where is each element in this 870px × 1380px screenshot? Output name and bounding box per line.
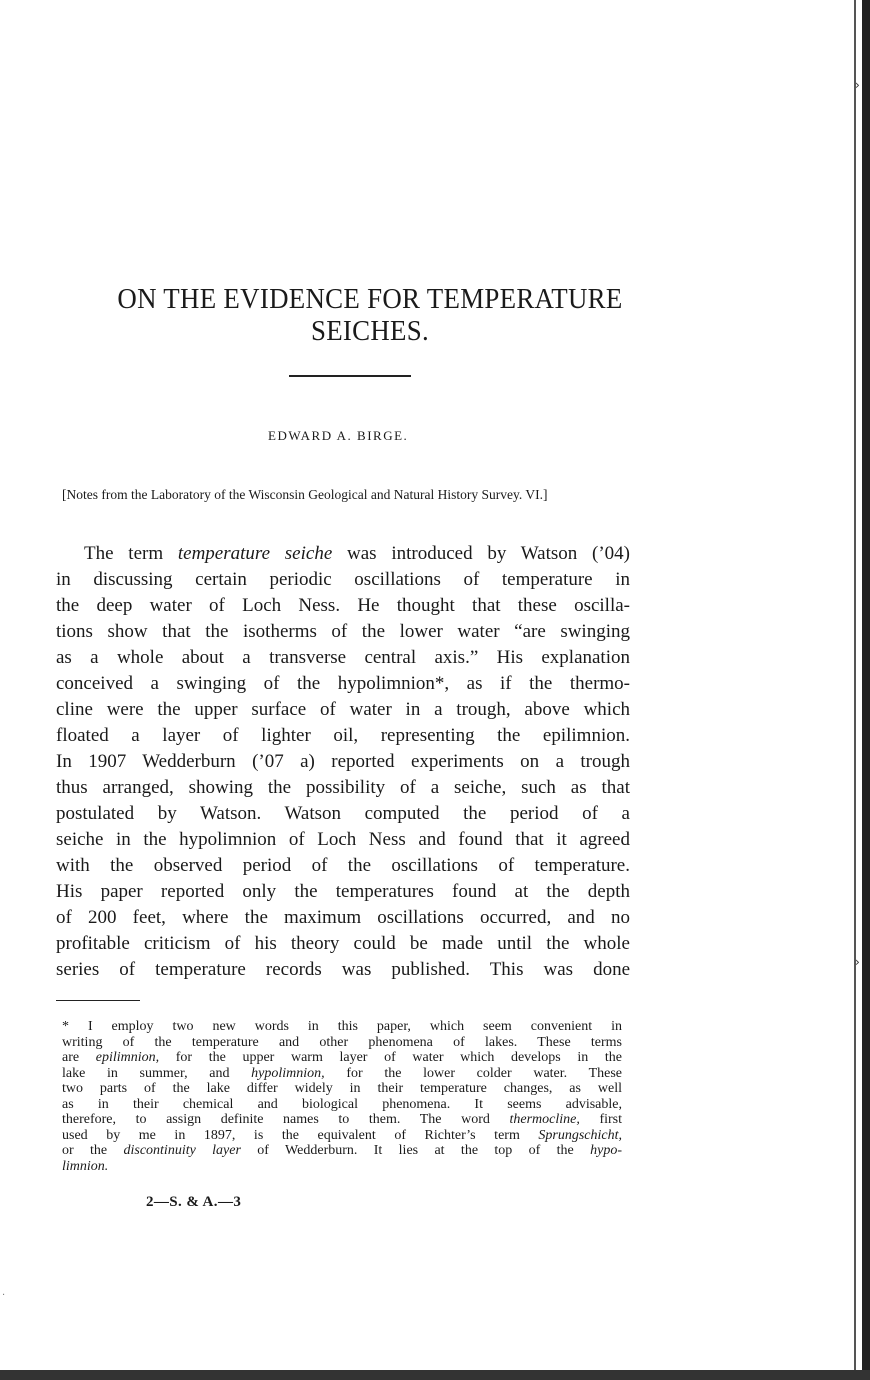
body-line: thus arranged, showing the possibility of a seiche, such as that: [56, 777, 630, 798]
footnote-line: lake in summer, and hypolimnion, for the lower colder water. These: [62, 1065, 622, 1081]
series-note: [Notes from the Laboratory of the Wisconsin Geological and Natural History Survey. VI.]: [62, 487, 548, 502]
body-line: series of temperature records was published. This was done: [56, 959, 630, 980]
footnote-line: writing of the temperature and other phenomena of lakes. These terms: [62, 1034, 622, 1050]
body-line: conceived a swinging of the hypolimnion*, as if the thermo-: [56, 673, 630, 694]
footnote: [62, 1019, 622, 1174]
body-paragraph: [56, 541, 630, 983]
footnote-line: or the discontinuity layer of Wedderburn. It lies at the top of the hypo-: [62, 1143, 623, 1158]
title-divider: [289, 375, 411, 377]
body-line: of 200 feet, where the maximum oscillations occurred, and no: [56, 907, 630, 928]
footnote-line: limnion.: [62, 1158, 109, 1174]
body-line: tions show that the isotherms of the lower water “are swinging: [56, 621, 630, 642]
body-line: floated a layer of lighter oil, representing the epilimnion.: [56, 725, 630, 746]
body-line: in discussing certain periodic oscillations of temperature in: [56, 569, 630, 590]
page-bottom-edge: [0, 1370, 870, 1380]
author-name: EDWARD A. BIRGE.: [268, 428, 409, 443]
footnote-line: * I employ two new words in this paper, which seem convenient in: [62, 1019, 622, 1034]
body-line: The term temperature seiche was introduced by Watson (’04): [84, 543, 630, 564]
footnote-line: used by me in 1897, is the equivalent of Richter’s term Sprungschicht,: [62, 1127, 622, 1143]
body-line: the deep water of Loch Ness. He thought that these oscilla-: [56, 595, 630, 616]
footnote-line: are epilimnion, for the upper warm layer of water which develops in the: [62, 1050, 622, 1065]
scan-speck-icon: ·: [2, 1290, 6, 1301]
signature-mark: 2—S. & A.—3: [146, 1194, 242, 1210]
body-line: In 1907 Wedderburn (’07 a) reported experiments on a trough: [56, 751, 630, 772]
footnote-line: two parts of the lake differ widely in their temperature changes, as well: [62, 1081, 622, 1096]
scan-tick-icon: ›: [855, 78, 860, 92]
body-line: postulated by Watson. Watson computed the period of a: [56, 803, 630, 824]
footnote-line: as in their chemical and biological phenomena. It seems advisable,: [62, 1096, 622, 1112]
page-title: ON THE EVIDENCE FOR TEMPERATURE SEICHES.: [117, 284, 623, 347]
footnote-line: therefore, to assign definite names to them. The word thermocline, first: [62, 1112, 622, 1127]
body-line: profitable criticism of his theory could be made until the whole: [56, 933, 630, 954]
body-line: His paper reported only the temperatures found at the depth: [56, 881, 630, 902]
body-line: as a whole about a transverse central axis.” His explanation: [56, 647, 630, 668]
page-edge-line: [854, 0, 856, 1380]
body-line: with the observed period of the oscillations of temperature.: [56, 855, 630, 876]
footnote-divider: [56, 1000, 140, 1001]
body-line: seiche in the hypolimnion of Loch Ness and found that it agreed: [56, 829, 630, 850]
body-line: cline were the upper surface of water in a trough, above which: [56, 699, 630, 720]
page-edge-shadow: [862, 0, 870, 1380]
scan-tick-icon: ›: [855, 955, 860, 969]
